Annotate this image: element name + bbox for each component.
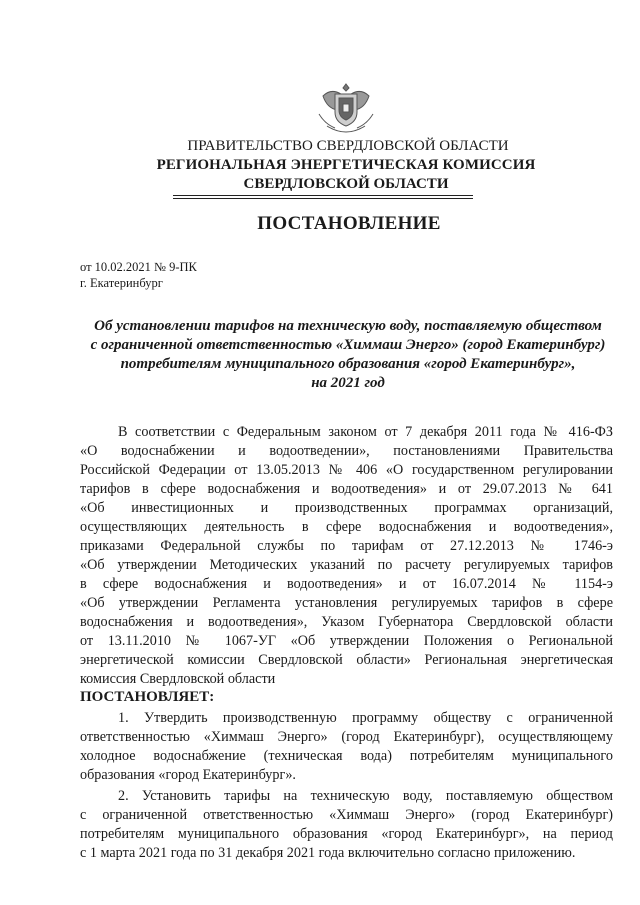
preamble-line: «Об утверждении Методических указаний по расчету регулируемых тарифов [80,557,613,573]
preamble-line: комиссия Свердловской области [80,671,276,687]
preamble-line: В соответствии с Федеральным законом от 7 декабря 2011 года № 416-ФЗ [118,424,613,440]
document-city: г. Екатеринбург [80,276,163,290]
preamble-line: в сфере водоснабжения и водоотведения» и от 16.07.2014 № 1154-э [80,576,613,592]
item2-line: с 1 марта 2021 года по 31 декабря 2021 года включительно согласно приложению. [80,845,576,861]
document-date-number: от 10.02.2021 № 9-ПК [80,260,197,274]
government-name: ПРАВИТЕЛЬСТВО СВЕРДЛОВСКОЙ ОБЛАСТИ [187,138,509,154]
preamble-line: энергетической комиссии Свердловской области» Региональная энергетическая [80,652,613,668]
preamble-line: осуществляющих деятельность в сфере водоснабжения и водоотведения», [80,519,613,535]
subject-line: потребителям муниципального образования «город Екатеринбург», [120,356,576,372]
preamble-line: водоснабжения и водоотведения», Указом Губернатора Свердловской области [80,614,613,630]
item1-line: холодное водоснабжение (техническая вода) потребителям муниципального [80,748,613,764]
item2-line: с ограниченной ответственностью «Химмаш Энерго» (город Екатеринбург) [80,807,613,823]
preamble-line: от 13.11.2010 № 1067-УГ «Об утверждении Положения о Региональной [80,633,613,649]
subject-line: с ограниченной ответственностью «Химмаш Энерго» (город Екатеринбург) [90,337,606,353]
header-rule-bottom [173,198,473,199]
document-type-title: ПОСТАНОВЛЕНИЕ [257,213,441,234]
subject-line: Об установлении тарифов на техническую воду, поставляемую обществом [94,318,602,334]
subject-line: на 2021 год [311,375,385,391]
region-name: СВЕРДЛОВСКОЙ ОБЛАСТИ [243,176,449,192]
item2-line: 2. Установить тарифы на техническую воду, поставляемую обществом [118,788,613,804]
preamble-line: Российской Федерации от 13.05.2013 № 406 «О государственном регулировании [80,462,613,478]
preamble-line: «Об утверждении Регламента установления регулируемых тарифов в сфере [80,595,613,611]
header-rule-top [173,195,473,196]
preamble-line: тарифов в сфере водоснабжения и водоотведения» и от 29.07.2013 № 641 [80,481,613,497]
commission-name: РЕГИОНАЛЬНАЯ ЭНЕРГЕТИЧЕСКАЯ КОМИССИЯ [156,157,536,173]
item1-line: ответственностью «Химмаш Энерго» (город Екатеринбург), осуществляющему [80,729,613,745]
preamble-line: «О водоснабжении и водоотведении», постановлениями Правительства [80,443,613,459]
preamble-line: «Об инвестиционных и производственных программах организаций, [80,500,613,516]
item1-line: образования «город Екатеринбург». [80,767,296,783]
preamble-line: приказами Федеральной службы по тарифам от 27.12.2013 № 1746-э [80,538,613,554]
resolves-heading: ПОСТАНОВЛЯЕТ: [80,689,215,705]
coat-of-arms-emblem [313,80,379,140]
item1-line: 1. Утвердить производственную программу обществу с ограниченной [118,710,613,726]
item2-line: потребителям муниципального образования «город Екатеринбург», на период [80,826,613,842]
